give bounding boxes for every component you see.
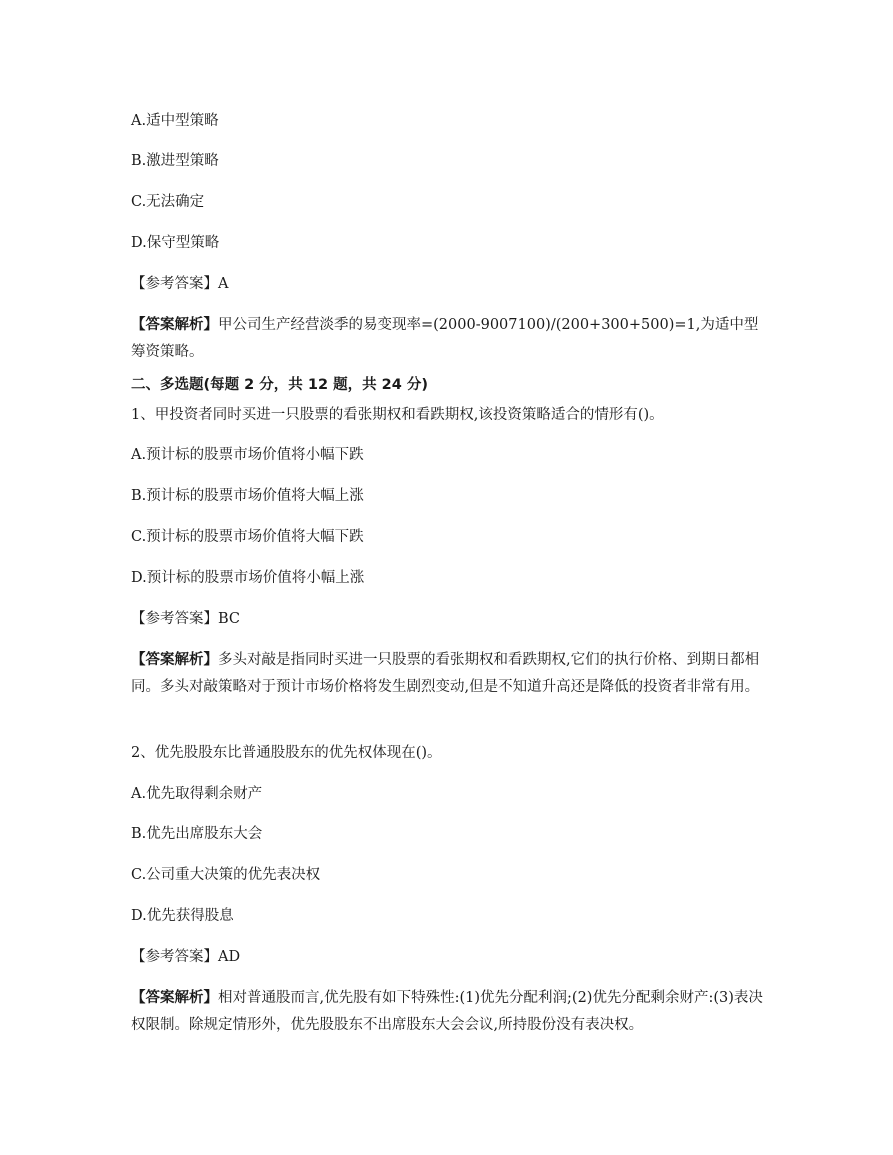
answer-analysis — [131, 646, 771, 701]
question-stem: 1、甲投资者同时买进一只股票的看张期权和看跌期权,该投资策略适合的情形有()。 — [131, 407, 664, 423]
answer-value: AD — [218, 949, 241, 965]
answer-value: A — [218, 276, 229, 292]
section-title: 二、多选题(每题 2 分，共 12 题，共 24 分) — [131, 377, 428, 393]
question-stem: 2、优先股股东比普通股股东的优先权体现在()。 — [131, 745, 442, 761]
option-a: A.预计标的股票市场价值将小幅下跌 — [131, 447, 364, 463]
option-a: A.优先取得剩余财产 — [131, 786, 263, 802]
answer-label: 【参考答案】 — [131, 276, 218, 292]
option-d: D.保守型策略 — [131, 235, 220, 251]
reference-answer — [131, 947, 771, 967]
option-b: B.激进型策略 — [131, 153, 219, 169]
analysis-text: 甲公司生产经营淡季的易变现率=(2000-9007100)/(200+300+500)=1,为适中型筹资策略。 — [131, 317, 759, 360]
answer-label: 【参考答案】 — [131, 611, 218, 627]
option-c: C.无法确定 — [131, 194, 205, 210]
analysis-label: 【答案解析】 — [131, 651, 218, 668]
analysis-label: 【答案解析】 — [131, 989, 218, 1006]
option-d: D.优先获得股息 — [131, 908, 234, 924]
answer-label: 【参考答案】 — [131, 949, 218, 965]
analysis-text: 相对普通股而言,优先股有如下特殊性:(1)优先分配利润;(2)优先分配剩余财产:(3)表决权限制。除规定情形外，优先股股东不出席股东大会会议,所持股份没有表决权。 — [131, 990, 763, 1033]
answer-value: BC — [218, 611, 241, 627]
option-b: B.优先出席股东大会 — [131, 826, 263, 842]
reference-answer — [131, 274, 771, 294]
option-a: A.适中型策略 — [131, 113, 219, 129]
analysis-label: 【答案解析】 — [131, 316, 218, 333]
option-b: B.预计标的股票市场价值将大幅上涨 — [131, 488, 364, 504]
option-c: C.预计标的股票市场价值将大幅下跌 — [131, 529, 364, 545]
answer-analysis — [131, 984, 771, 1039]
answer-analysis — [131, 311, 771, 366]
reference-answer — [131, 609, 771, 629]
option-d: D.预计标的股票市场价值将小幅上涨 — [131, 570, 365, 586]
option-c: C.公司重大决策的优先表决权 — [131, 867, 321, 883]
analysis-text: 多头对敲是指同时买进一只股票的看张期权和看跌期权,它们的执行价格、到期日都相同。多头对敲策略对于预计市场价格将发生剧烈变动,但是不知道升高还是降低的投资者非常有用。 — [131, 652, 760, 695]
